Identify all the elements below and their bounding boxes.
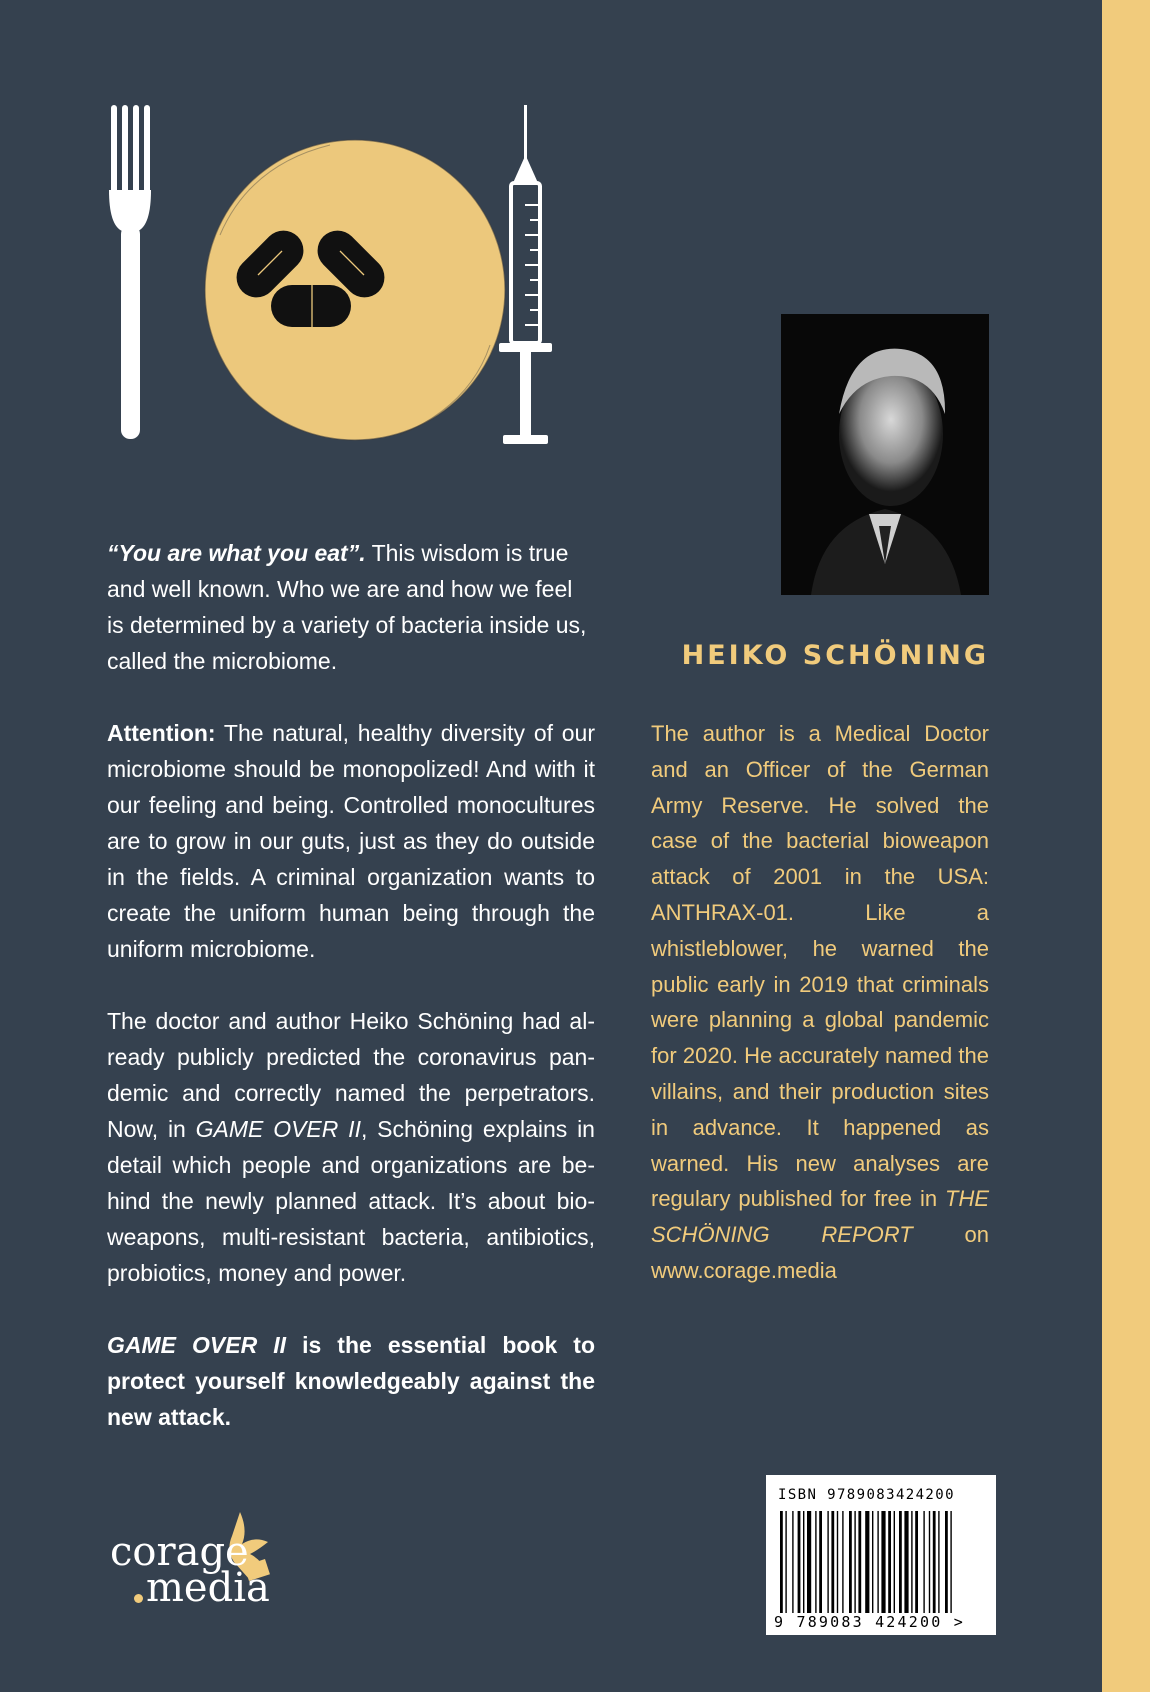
barcode-digits: 9 789083 424200 > (774, 1613, 965, 1631)
author-bio-text-b: on www.corage.media (651, 1222, 989, 1283)
spine-strip (1102, 0, 1150, 1692)
blurb-paragraph-1 (107, 535, 595, 679)
blurb-paragraph-2 (107, 715, 595, 967)
blurb-p3-text-a: The doctor and author Heiko Schöning had already publicly predicted the coronavirus pandemic and correctly named the perpetrators. Now, in (107, 1008, 595, 1142)
book-title-closing: GAME OVER II (107, 1332, 287, 1358)
isbn-label: ISBN 9789083424200 (778, 1487, 955, 1503)
blurb-paragraph-3 (107, 1003, 595, 1291)
author-bio-text-a: The author is a Medical Doctor and an Officer of the German Army Reserve. He solved the case of the bacterial bioweapon attack of 2001 in the USA: ANTHRAX-01. Like a whistleblower, he warned the public early in 2019 that criminals were planning a global pandemic for 2020. He accurately named the villains, and their production sites in advance. It happened as warned. His new analyses are regulary published for free in (651, 721, 989, 1212)
syringe-icon (499, 105, 552, 444)
blurb-p2-text: The natural, healthy diversity of our microbiome should be monopolized! And with it our feeling and being. Controlled monocultures are to grow in our guts, just as they do outside in the fields. A criminal organization wants to create the uniform human being through the uniform microbiome. (107, 720, 595, 962)
barcode-bars (774, 1511, 988, 1613)
blurb-paragraph-4 (107, 1327, 595, 1435)
author-name: HEIKO SCHÖNING (681, 640, 989, 671)
attention-label: Attention: (107, 720, 216, 746)
blurb-p4-text: is the essential book to protect yourself knowledgeably against the new attack. (107, 1332, 595, 1430)
author-photo (781, 314, 989, 595)
publisher-logo (100, 1510, 290, 1620)
isbn-barcode (766, 1475, 996, 1635)
author-bio (651, 716, 989, 1289)
publisher-dot (134, 1594, 143, 1603)
blurb-p1-text: This wisdom is true and well known. Who we are and how we feel is determined by a variety of bacteria inside us, called the microbiome. (107, 540, 587, 674)
blurb-quote: “You are what you eat”. (107, 540, 366, 566)
book-title-inline: GAME OVER II (195, 1116, 361, 1142)
back-cover-blurb (107, 535, 595, 1471)
report-title: THE SCHÖNING REPORT (651, 1186, 989, 1248)
publisher-name-line2: media (146, 1565, 270, 1611)
blurb-p3-text-b: , Schöning explains in detail which people and organizations are behind the newly planned attack. It’s about bioweapons, multi-resistant bacteria, antibiotics, probiotics, money and power. (107, 1116, 595, 1286)
publisher-name-line1: corage (110, 1529, 249, 1575)
cover-illustration (100, 105, 600, 485)
fork-icon (109, 105, 151, 439)
